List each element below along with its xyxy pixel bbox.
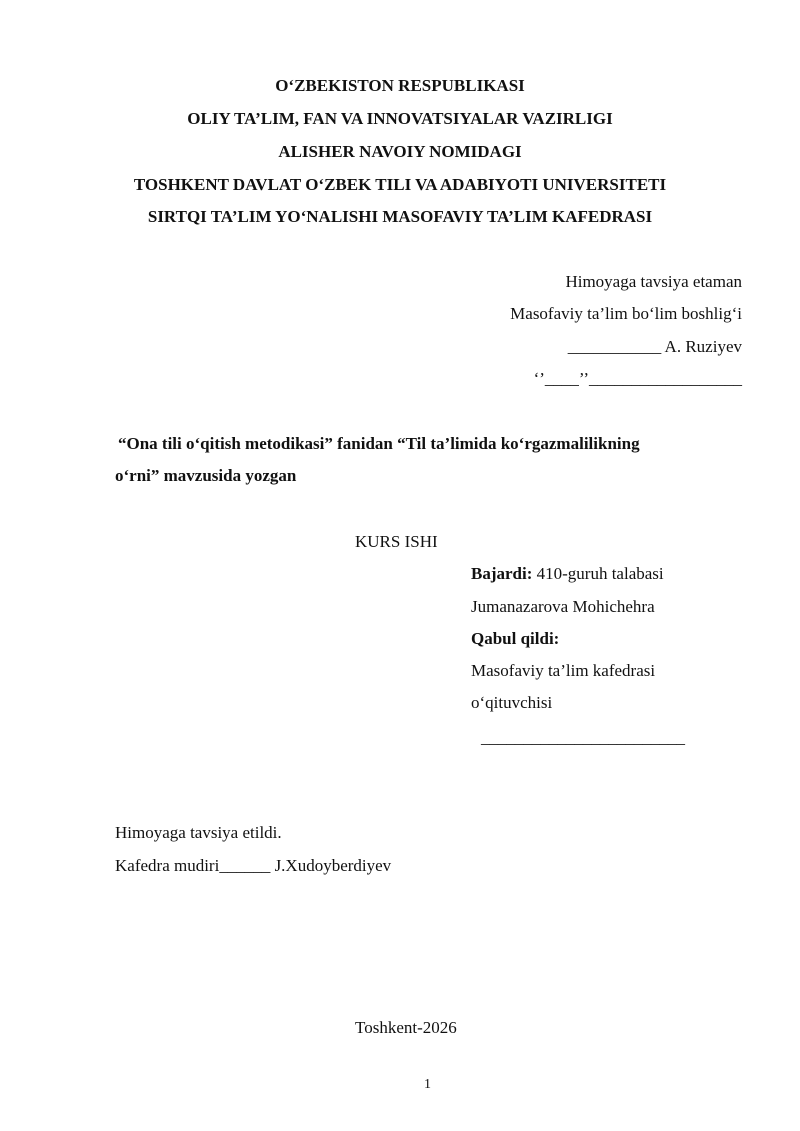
header-line-3: ALISHER NAVOIY NOMIDAGI (278, 142, 522, 161)
performed-by (471, 564, 664, 584)
header-line-1: O‘ZBEKISTON RESPUBLIKASI (275, 76, 525, 95)
approval-line-2: Masofaviy ta’lim bo‘lim boshlig‘i (510, 304, 742, 323)
department-head-signature: Kafedra mudiri______ J.Xudoyberdiyev (115, 856, 392, 875)
city-year: Toshkent-2026 (355, 1018, 457, 1037)
topic-line-2: o‘rni” mavzusida yozgan (115, 466, 297, 485)
performed-label: Bajardi: (471, 564, 533, 583)
approval-line-3: ___________ A. Ruziyev (567, 337, 742, 356)
supervisor-role: o‘qituvchisi (471, 693, 553, 712)
student-group: 410-guruh talabasi (532, 564, 664, 583)
header-line-2: OLIY TA’LIM, FAN VA INNOVATSIYALAR VAZIRLIGI (187, 109, 613, 128)
approval-date-line: ‘’____’’__________________ (533, 369, 742, 388)
topic-line-1: “Ona tili o‘qitish metodikasi” fanidan “Til ta’limida ko‘rgazmalilikning (118, 434, 640, 453)
approval-line-1: Himoyaga tavsiya etaman (565, 272, 742, 291)
supervisor-department: Masofaviy ta’lim kafedrasi (471, 661, 656, 680)
page-number: 1 (424, 1077, 431, 1092)
header-line-4: TOSHKENT DAVLAT O‘ZBEK TILI VA ADABIYOTI UNIVERSITETI (133, 175, 667, 194)
student-name: Jumanazarova Mohichehra (471, 597, 655, 616)
header-line-5: SIRTQI TA’LIM YO‘NALISHI MASOFAVIY TA’LIM KAFEDRASI (147, 207, 653, 226)
defense-recommendation: Himoyaga tavsiya etildi. (115, 823, 282, 842)
accepted-label: Qabul qildi: (471, 629, 560, 648)
work-type: KURS ISHI (355, 532, 438, 551)
supervisor-signature-line: ________________________ (481, 728, 685, 747)
